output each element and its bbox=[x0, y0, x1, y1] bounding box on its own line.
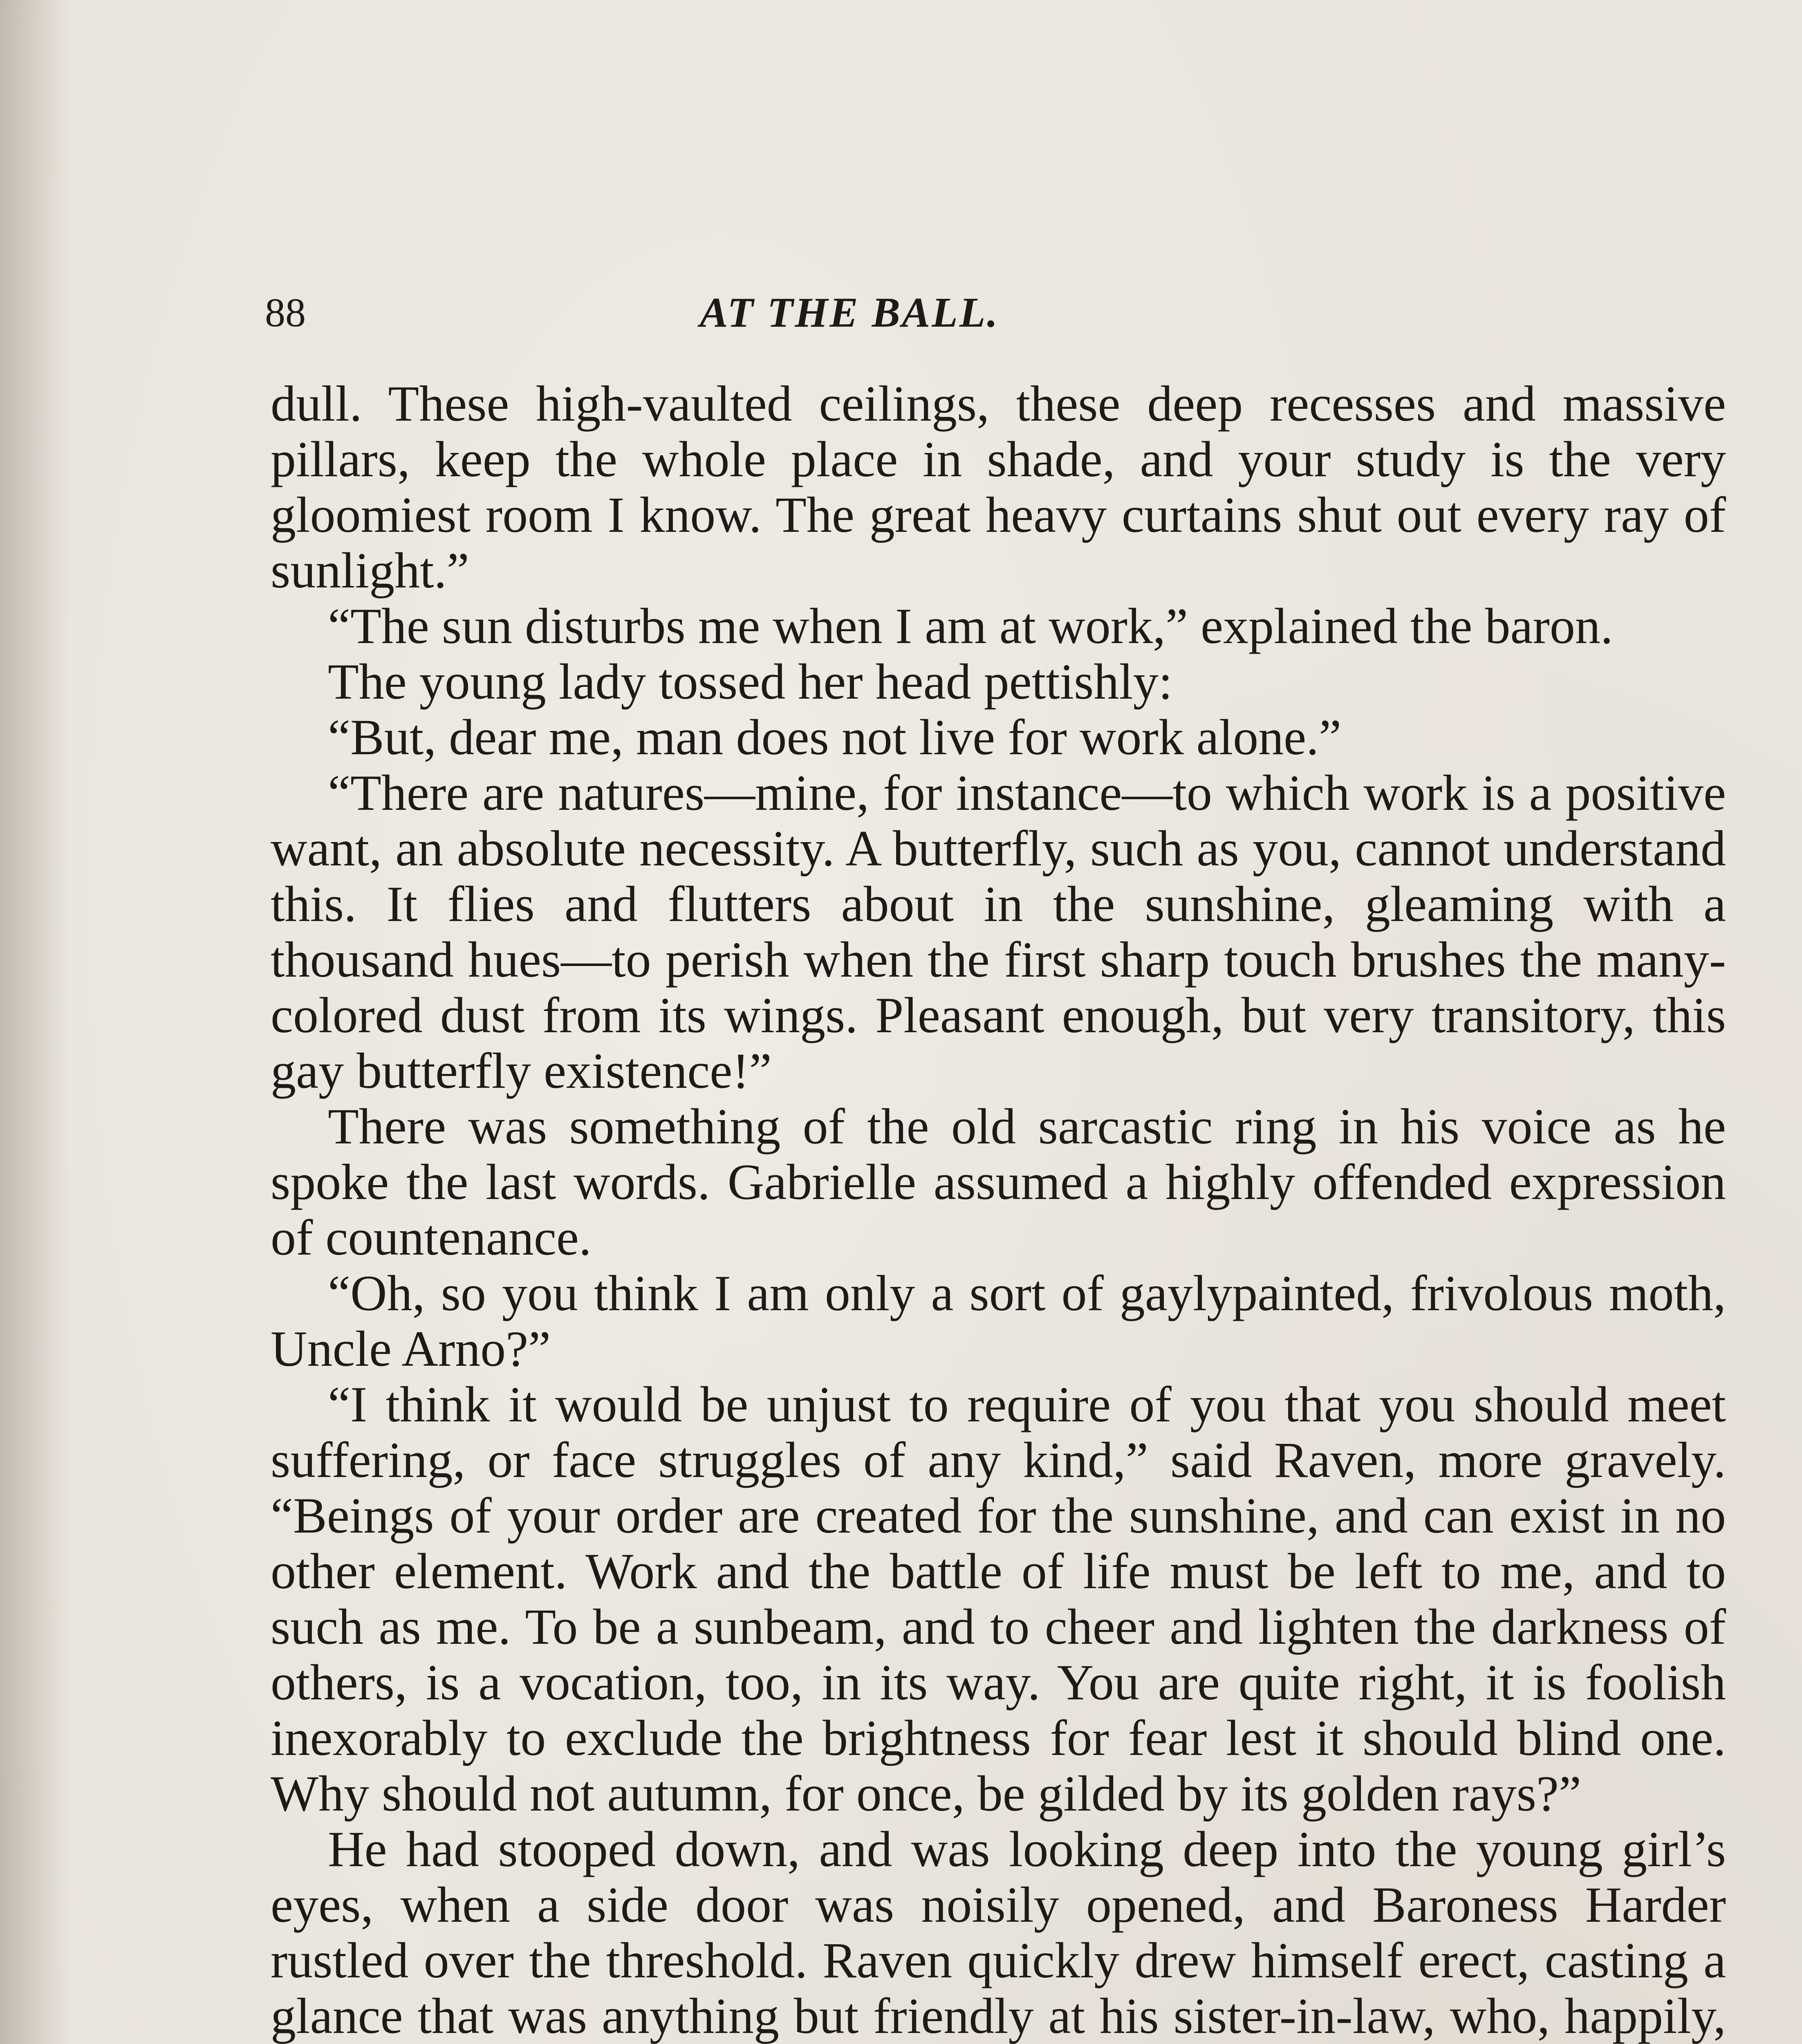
running-title: AT THE BALL. bbox=[699, 289, 1000, 336]
body-text bbox=[271, 376, 1726, 2044]
paragraph: “But, dear me, man does not live for work alone.” bbox=[328, 709, 1342, 765]
paragraph: “I think it would be unjust to require of you that you should meet suffering, or face struggles of any kind,” said Raven, more gravely. “Beings of your order are created for the sunshine, and can exist in no other element. Work and the battle of life must be left to me, and to such as me. To be a sunbeam, and to cheer and lighten the darkness of others, is a vocation, too, in its way. You are quite right, it is foolish inexorably to exclude the brightness for fear lest it should blind one. Why should not autumn, for once, be gilded by its golden rays?” bbox=[271, 1376, 1726, 1822]
page-gutter-shadow bbox=[0, 0, 69, 2044]
page-number: 88 bbox=[265, 290, 306, 335]
paragraph: “There are natures—mine, for instance—to which work is a positive want, an absolute necessity. A butterfly, such as you, cannot understand this. It flies and flutters about in the sunshine, gleaming with a thousand hues—to perish when the first sharp touch brushes the many-colored dust from its wings. Pleasant enough, but very transitory, this gay butterfly existence!” bbox=[271, 765, 1726, 1099]
paragraph: “The sun disturbs me when I am at work,” explained the baron. bbox=[328, 598, 1613, 654]
paragraph: He had stooped down, and was looking deep into the young girl’s eyes, when a side door was noisily opened, and Baroness Harder rustled over the threshold. Raven quickly drew himself erect, casting a glance that was anything but friendly at his sister-in-law, who, happily, bbox=[271, 1821, 1726, 2044]
paragraph: The young lady tossed her head pettishly: bbox=[328, 654, 1173, 710]
paragraph: “Oh, so you think I am only a sort of gaylypainted, frivolous moth, Uncle Arno?” bbox=[271, 1265, 1726, 1377]
paragraph: dull. These high-vaulted ceilings, these deep recesses and massive pillars, keep the whole place in shade, and your study is the very gloomiest room I know. The great heavy curtains shut out every ray of sunlight.” bbox=[271, 376, 1726, 598]
page-header bbox=[265, 282, 1728, 343]
paragraph: There was something of the old sarcastic ring in his voice as he spoke the last words. Gabrielle assumed a highly offended expression of countenance. bbox=[271, 1098, 1726, 1266]
